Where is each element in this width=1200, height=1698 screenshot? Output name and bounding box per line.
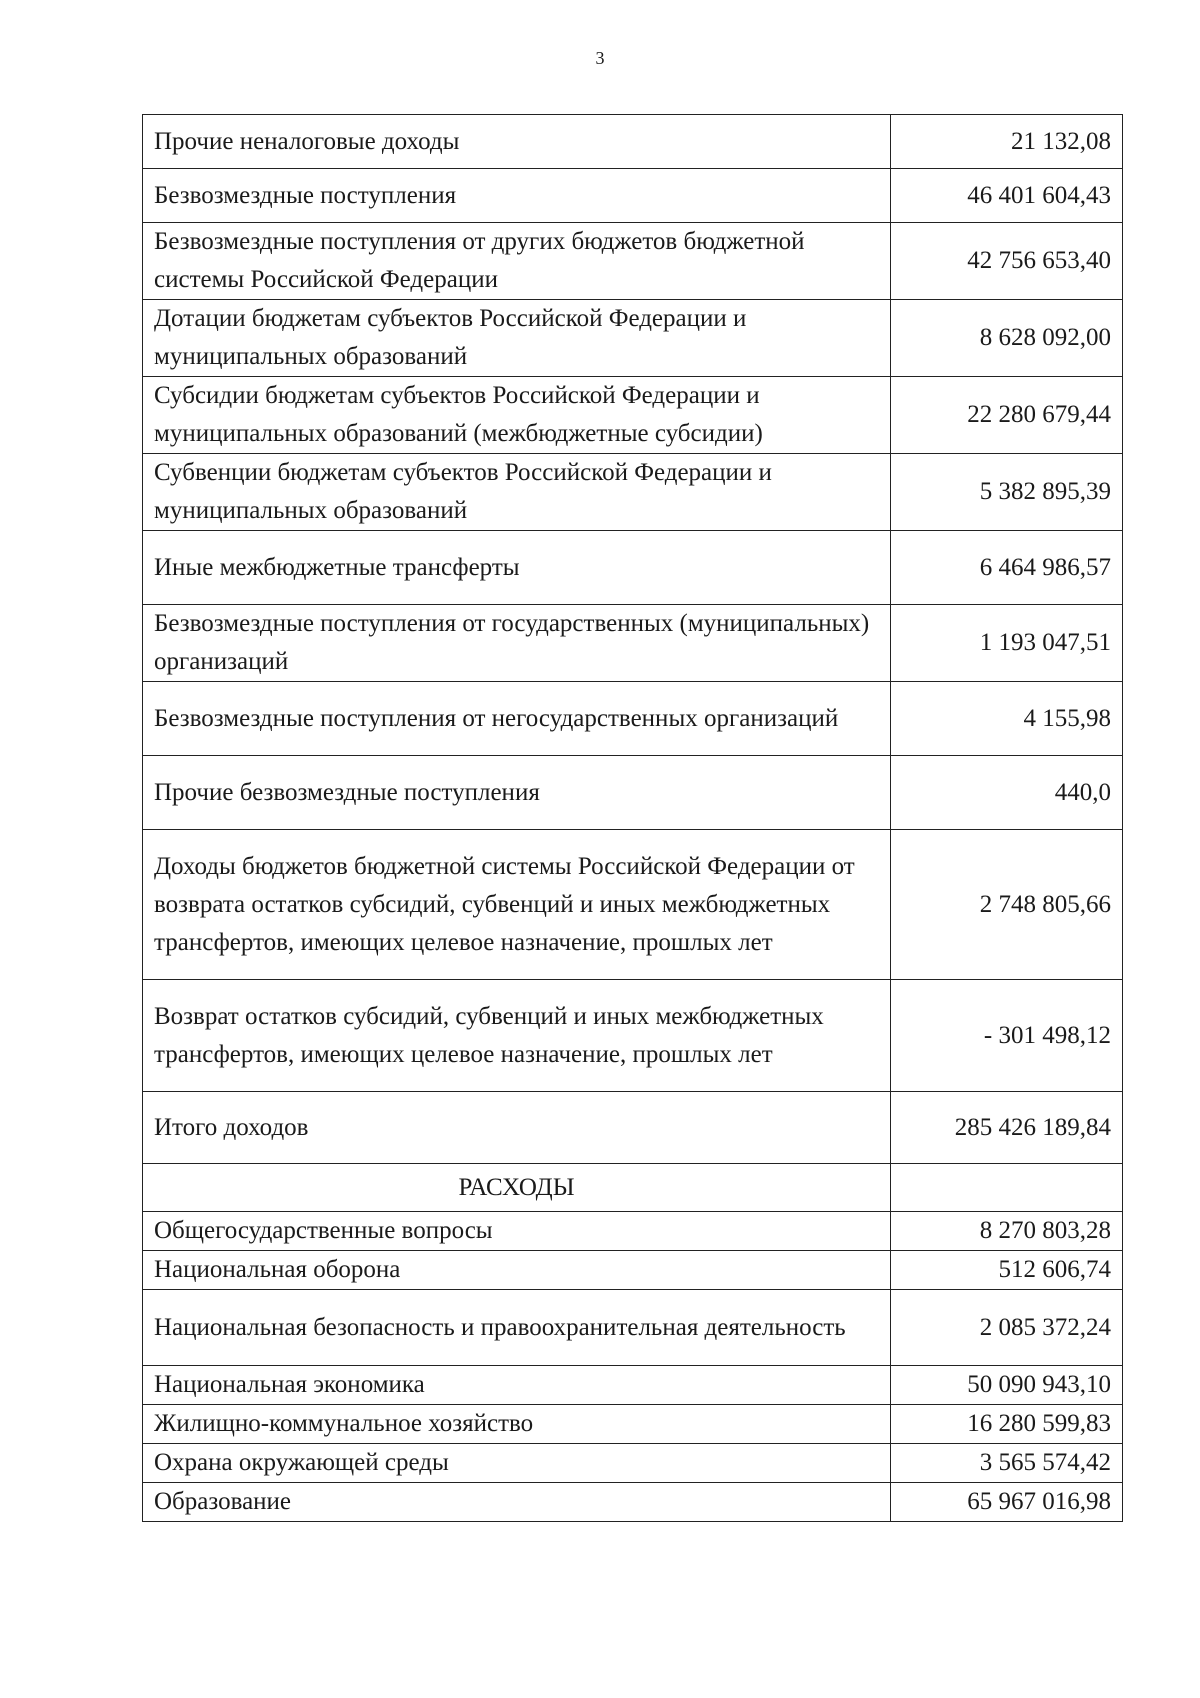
row-value: 3 565 574,42 bbox=[891, 1444, 1123, 1483]
row-name: Безвозмездные поступления от негосударственных организаций bbox=[143, 682, 891, 756]
row-value: 16 280 599,83 bbox=[891, 1405, 1123, 1444]
row-name: Безвозмездные поступления от других бюджетов бюджетной системы Российской Федерации bbox=[143, 223, 891, 300]
row-value: 512 606,74 bbox=[891, 1251, 1123, 1290]
row-name: Жилищно-коммунальное хозяйство bbox=[143, 1405, 891, 1444]
row-value: 42 756 653,40 bbox=[891, 223, 1123, 300]
table-row bbox=[143, 1290, 1123, 1366]
row-name: Доходы бюджетов бюджетной системы Российской Федерации от возврата остатков субсидий, субвенций и иных межбюджетных трансфертов, имеющих целевое назначение, прошлых лет bbox=[143, 830, 891, 980]
income-total-label: Итого доходов bbox=[143, 1092, 891, 1164]
table-row bbox=[143, 377, 1123, 454]
row-name: Субвенции бюджетам субъектов Российской Федерации и муниципальных образований bbox=[143, 454, 891, 531]
row-value: 1 193 047,51 bbox=[891, 605, 1123, 682]
row-name: Национальная оборона bbox=[143, 1251, 891, 1290]
row-name: Субсидии бюджетам субъектов Российской Федерации и муниципальных образований (межбюджетные субсидии) bbox=[143, 377, 891, 454]
table-row bbox=[143, 169, 1123, 223]
table-row bbox=[143, 980, 1123, 1092]
table-row bbox=[143, 682, 1123, 756]
row-value: 8 628 092,00 bbox=[891, 300, 1123, 377]
table-row bbox=[143, 1366, 1123, 1405]
income-total-value: 285 426 189,84 bbox=[891, 1092, 1123, 1164]
table-row bbox=[143, 223, 1123, 300]
row-name: Прочие неналоговые доходы bbox=[143, 115, 891, 169]
row-value: 5 382 895,39 bbox=[891, 454, 1123, 531]
row-value: 4 155,98 bbox=[891, 682, 1123, 756]
row-name: Возврат остатков субсидий, субвенций и иных межбюджетных трансфертов, имеющих целевое назначение, прошлых лет bbox=[143, 980, 891, 1092]
table-row bbox=[143, 300, 1123, 377]
expenses-header-empty-cell bbox=[891, 1164, 1123, 1212]
row-value: 6 464 986,57 bbox=[891, 531, 1123, 605]
table-row bbox=[143, 1483, 1123, 1522]
table-row bbox=[143, 605, 1123, 682]
row-value: 46 401 604,43 bbox=[891, 169, 1123, 223]
expenses-header: РАСХОДЫ bbox=[143, 1164, 891, 1212]
page-number: 3 bbox=[595, 48, 605, 68]
budget-table bbox=[142, 114, 1123, 1522]
row-value: 21 132,08 bbox=[891, 115, 1123, 169]
row-name: Общегосударственные вопросы bbox=[143, 1212, 891, 1251]
row-name: Образование bbox=[143, 1483, 891, 1522]
table-row bbox=[143, 454, 1123, 531]
income-total-row bbox=[143, 1092, 1123, 1164]
table-row bbox=[143, 756, 1123, 830]
table-row bbox=[143, 115, 1123, 169]
expenses-header-row bbox=[143, 1164, 1123, 1212]
row-value: 65 967 016,98 bbox=[891, 1483, 1123, 1522]
row-value: 8 270 803,28 bbox=[891, 1212, 1123, 1251]
table-row bbox=[143, 1212, 1123, 1251]
row-value: 440,0 bbox=[891, 756, 1123, 830]
row-name: Иные межбюджетные трансферты bbox=[143, 531, 891, 605]
row-name: Национальная безопасность и правоохранительная деятельность bbox=[143, 1290, 891, 1366]
row-value: 2 085 372,24 bbox=[891, 1290, 1123, 1366]
row-name: Безвозмездные поступления bbox=[143, 169, 891, 223]
row-name: Национальная экономика bbox=[143, 1366, 891, 1405]
row-name: Дотации бюджетам субъектов Российской Федерации и муниципальных образований bbox=[143, 300, 891, 377]
row-value: 22 280 679,44 bbox=[891, 377, 1123, 454]
table-row bbox=[143, 1405, 1123, 1444]
row-name: Безвозмездные поступления от государственных (муниципальных) организаций bbox=[143, 605, 891, 682]
row-value: 2 748 805,66 bbox=[891, 830, 1123, 980]
row-name: Охрана окружающей среды bbox=[143, 1444, 891, 1483]
table-row bbox=[143, 531, 1123, 605]
table-row bbox=[143, 830, 1123, 980]
row-name: Прочие безвозмездные поступления bbox=[143, 756, 891, 830]
table-row bbox=[143, 1444, 1123, 1483]
table-row bbox=[143, 1251, 1123, 1290]
row-value: 50 090 943,10 bbox=[891, 1366, 1123, 1405]
row-value: - 301 498,12 bbox=[891, 980, 1123, 1092]
